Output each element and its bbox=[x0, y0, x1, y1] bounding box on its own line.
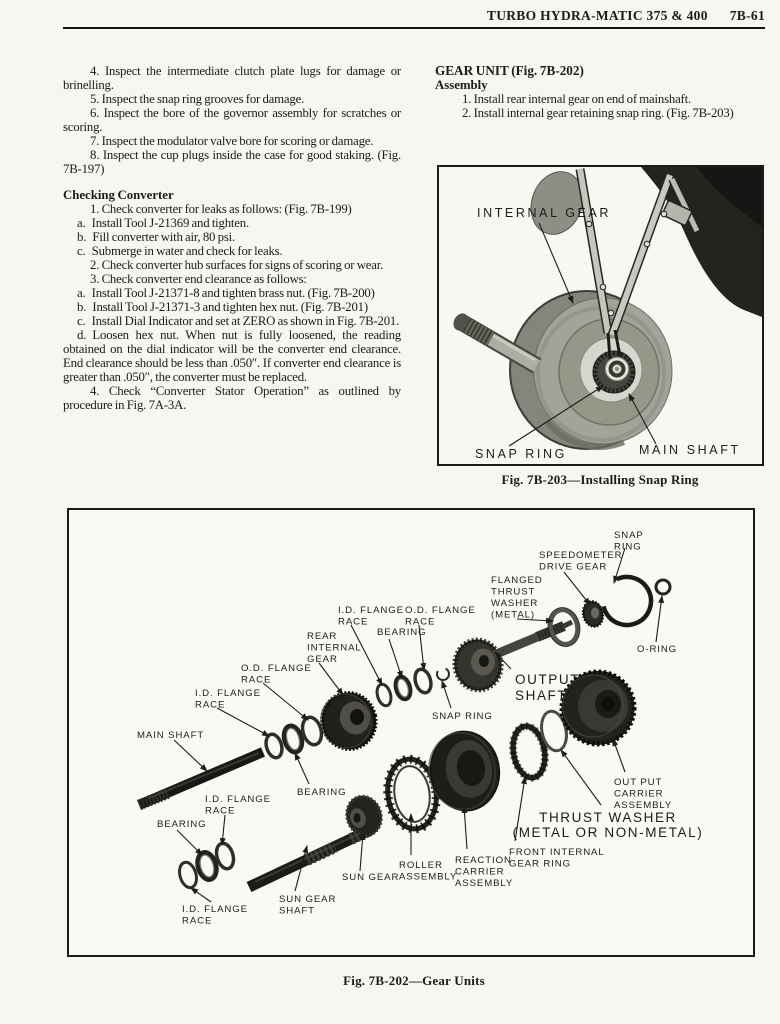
internal-gear-label: INTERNAL GEAR bbox=[477, 206, 612, 220]
text-line: 2. Check converter hub surfaces for signs of scoring or wear. bbox=[90, 258, 384, 272]
part-label: RACE bbox=[205, 805, 236, 817]
assembly-steps bbox=[435, 92, 765, 120]
part-label: REAR bbox=[307, 631, 338, 642]
right-column bbox=[435, 64, 765, 120]
part-label: SNAP bbox=[614, 530, 644, 541]
part-label: ASSEMBLY bbox=[455, 878, 514, 889]
speedometer-drive-gear-part bbox=[581, 600, 605, 629]
od-flange-race-part bbox=[412, 667, 433, 694]
section-heading: Checking Converter bbox=[63, 188, 174, 202]
id-flange-race-part bbox=[375, 683, 394, 708]
text-line: a. Install Tool J-21371-8 and tighten brass nut. (Fig. 7B-200) bbox=[77, 286, 375, 300]
part-label: ASSEMBLY bbox=[614, 800, 673, 811]
part-label: RING bbox=[614, 541, 642, 553]
part-label: BEARING bbox=[157, 819, 207, 830]
part-label: DRIVE GEAR bbox=[539, 561, 608, 573]
part-label: THRUST bbox=[491, 586, 536, 598]
part-label: THRUST WASHER bbox=[539, 810, 677, 825]
part-label: GEAR RING bbox=[509, 858, 571, 870]
part-label: O.D. FLANGE bbox=[241, 663, 312, 674]
text-line: c. Submerge in water and check for leaks. bbox=[77, 244, 283, 258]
text-line: a. Install Tool J-21369 and tighten. bbox=[77, 216, 249, 230]
gear-units-diagram bbox=[69, 510, 752, 954]
text-line: 4. Check “Converter Stator Operation” as outlined by procedure in Fig. 7A-3A. bbox=[63, 384, 401, 412]
snap-ring-part bbox=[435, 666, 451, 682]
text-line: b. Fill converter with air, 80 psi. bbox=[77, 230, 235, 244]
left-column bbox=[63, 64, 401, 412]
part-label: MAIN SHAFT bbox=[137, 730, 205, 741]
part-label: CARRIER bbox=[455, 866, 505, 878]
part-label: SNAP RING bbox=[432, 711, 493, 722]
part-label: SHAFT bbox=[515, 688, 568, 703]
bearing-part bbox=[393, 675, 413, 701]
main-shaft-label: MAIN SHAFT bbox=[639, 443, 741, 457]
text-line: 3. Check converter end clearance as follows: bbox=[90, 272, 307, 286]
part-label: (METAL) bbox=[491, 609, 535, 621]
o-ring-part bbox=[656, 580, 670, 594]
snap-ring-part bbox=[595, 569, 659, 633]
header-title: TURBO HYDRA-MATIC 375 & 400 bbox=[486, 8, 708, 23]
part-label: O.D. FLANGE bbox=[405, 605, 476, 616]
part-label: FRONT INTERNAL bbox=[509, 847, 605, 858]
assembly-subheading: Assembly bbox=[435, 78, 488, 92]
part-label: OUTPUT bbox=[515, 672, 581, 687]
part-label: O-RING bbox=[637, 644, 678, 655]
part-label: OUT PUT bbox=[614, 777, 663, 788]
figure-7b203-caption: Fig. 7B-203—Installing Snap Ring bbox=[501, 472, 699, 487]
text-line: 1. Check converter for leaks as follows: (Fig. 7B-199) bbox=[90, 202, 352, 216]
part-label: BEARING bbox=[297, 787, 347, 798]
sun-gear-part bbox=[342, 792, 387, 841]
part-label: RACE bbox=[338, 616, 369, 628]
part-label: GEAR bbox=[307, 654, 338, 665]
part-label: ASSEMBLY bbox=[399, 871, 458, 883]
part-label: I.D. FLANGE bbox=[182, 904, 248, 915]
page-number: 7B-61 bbox=[729, 8, 765, 23]
snap-ring-photo bbox=[439, 167, 762, 464]
text-line: 4. Inspect the intermediate clutch plate lugs for damage or brinelling. bbox=[63, 64, 401, 92]
part-label: REACTION bbox=[455, 855, 512, 866]
part-label: FLANGED bbox=[491, 575, 543, 586]
text-line: 5. Inspect the snap ring grooves for damage. bbox=[90, 92, 305, 106]
hub-snap-ring bbox=[580, 338, 642, 402]
header-rule bbox=[63, 27, 765, 29]
gear-unit-heading: GEAR UNIT (Fig. 7B-202) bbox=[435, 63, 584, 78]
part-label: INTERNAL bbox=[307, 642, 362, 654]
part-label: SUN GEAR bbox=[279, 894, 337, 905]
part-label: I.D. FLANGE bbox=[195, 688, 261, 699]
snap-ring-label: SNAP RING bbox=[475, 447, 567, 461]
figure-7b203 bbox=[437, 165, 764, 466]
part-label: CARRIER bbox=[614, 788, 664, 800]
part-label: (METAL OR NON-METAL) bbox=[512, 825, 704, 840]
part-label: SUN GEAR bbox=[342, 872, 400, 883]
figure-7b202 bbox=[67, 508, 755, 957]
text-line: b. Install Tool J-21371-3 and tighten hex nut. (Fig. 7B-201) bbox=[77, 300, 368, 314]
part-label: I.D. FLANGE bbox=[338, 605, 404, 616]
part-label: RACE bbox=[405, 616, 436, 628]
part-label: RACE bbox=[241, 674, 272, 686]
text-line: 1. Install rear internal gear on end of mainshaft. bbox=[462, 92, 691, 106]
text-line: 6. Inspect the bore of the governor assembly for scratches or scoring. bbox=[63, 106, 401, 134]
part-label: WASHER bbox=[491, 598, 539, 609]
part-label: SHAFT bbox=[279, 905, 315, 917]
rear-internal-gear-part bbox=[316, 688, 381, 754]
part-label: I.D. FLANGE bbox=[205, 794, 271, 805]
figure-7b202-caption: Fig. 7B-202—Gear Units bbox=[343, 973, 485, 988]
part-label: ROLLER bbox=[399, 860, 443, 871]
text-line: c. Install Dial Indicator and set at ZERO as shown in Fig. 7B-201. bbox=[77, 314, 400, 328]
part-label: RACE bbox=[195, 699, 226, 711]
text-line: d. Loosen hex nut. When nut is fully loosened, the reading obtained on the dial indicator will be the converter end clearance. End clearance should be less than .050″. If converter end clearance is greater than .050″, the converter must be replaced. bbox=[63, 328, 401, 384]
text-line: 7. Inspect the modulator valve bore for scoring or damage. bbox=[90, 134, 374, 148]
id-flange-race-part bbox=[263, 732, 284, 759]
text-line: 2. Install internal gear retaining snap ring. (Fig. 7B-203) bbox=[462, 106, 734, 120]
part-label: RACE bbox=[182, 915, 213, 927]
part-label: BEARING bbox=[377, 627, 427, 638]
part-label: SPEEDOMETER bbox=[539, 550, 623, 561]
text-line: 8. Inspect the cup plugs inside the case for good staking. (Fig. 7B-197) bbox=[63, 148, 401, 176]
page-header bbox=[63, 8, 765, 24]
